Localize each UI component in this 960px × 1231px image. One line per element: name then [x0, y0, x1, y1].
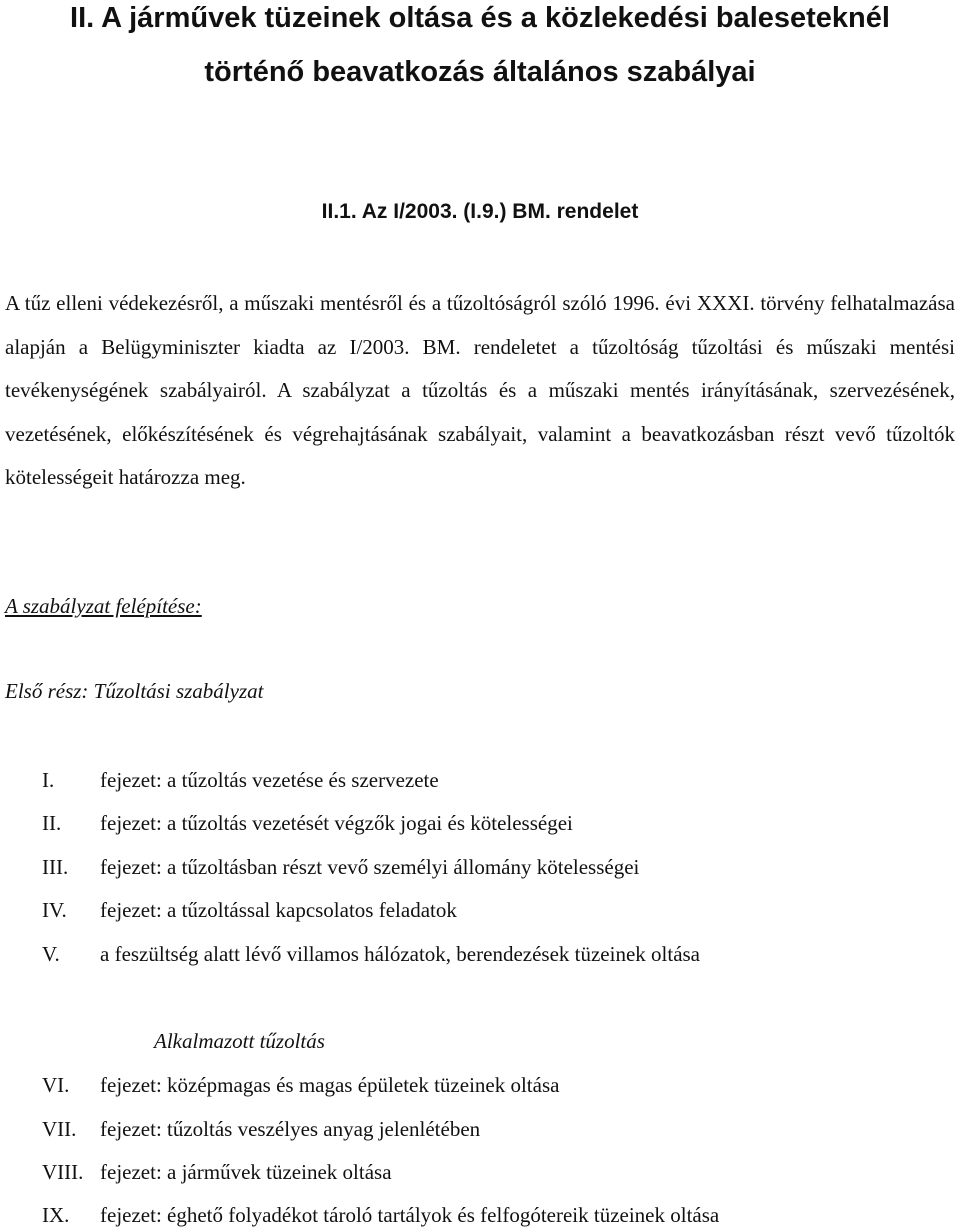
chapter-text: fejezet: a járművek tüzeinek oltása: [100, 1160, 392, 1184]
chapter-number: VIII.: [42, 1160, 84, 1184]
chapter-text: fejezet: a tűzoltás vezetését végzők jogai és kötelességei: [100, 811, 573, 835]
chapter-item: [42, 852, 942, 882]
chapter-text: a feszültség alatt lévő villamos hálózatok, berendezések tüzeinek oltása: [100, 942, 701, 966]
document-title-line-2: történő beavatkozás általános szabályai: [204, 56, 756, 88]
chapter-text: fejezet: középmagas és magas épületek tüzeinek oltása: [100, 1073, 560, 1097]
chapter-text: fejezet: a tűzoltásban részt vevő személyi állomány kötelességei: [100, 855, 640, 879]
structure-heading: A szabályzat felépítése:: [5, 594, 202, 618]
chapter-number: I.: [42, 768, 55, 792]
chapter-item: [42, 808, 942, 838]
chapter-text: fejezet: éghető folyadékot tároló tartályok és felfogótereik tüzeinek oltása: [100, 1203, 720, 1227]
chapter-text: fejezet: tűzoltás veszélyes anyag jelenlétében: [100, 1117, 481, 1141]
applied-firefighting-title: Alkalmazott tűzoltás: [154, 1029, 325, 1053]
intro-paragraph: A tűz elleni védekezésről, a műszaki mentésről és a tűzoltóságról szóló 1996. évi XXXI. törvény felhatalmazása alapján a Belügyminiszter kiadta az I/2003. BM. rendeletet a tűzoltóság tűzoltási és műszaki mentési tevékenységének szabályairól. A szabályzat a tűzoltás és a műszaki mentés irányításának, szervezésének, vezetésének, előkészítésének és végrehajtásának szabályait, valamint a beavatkozásban részt vevő tűzoltók kötelességeit határozza meg.: [5, 291, 955, 489]
chapter-item: [42, 1070, 942, 1100]
chapter-number: IV.: [42, 898, 67, 922]
part-one-title: Első rész: Tűzoltási szabályzat: [5, 679, 264, 703]
chapter-item: [42, 1200, 942, 1230]
chapter-text: fejezet: a tűzoltás vezetése és szervezete: [100, 768, 439, 792]
chapter-number: V.: [42, 942, 60, 966]
chapter-number: VII.: [42, 1117, 77, 1141]
chapter-number: VI.: [42, 1073, 70, 1097]
chapter-text: fejezet: a tűzoltással kapcsolatos feladatok: [100, 898, 457, 922]
chapter-item: [42, 939, 942, 969]
chapter-number: III.: [42, 855, 69, 879]
chapter-item: [42, 1157, 942, 1187]
chapter-number: II.: [42, 811, 62, 835]
section-subheading: II.1. Az I/2003. (I.9.) BM. rendelet: [321, 200, 639, 223]
chapter-number: IX.: [42, 1203, 70, 1227]
chapter-item: [42, 895, 942, 925]
chapter-item: [42, 765, 942, 795]
chapter-item: [42, 1114, 942, 1144]
document-title-line-1: II. A járművek tüzeinek oltása és a közlekedési baleseteknél: [70, 2, 890, 34]
